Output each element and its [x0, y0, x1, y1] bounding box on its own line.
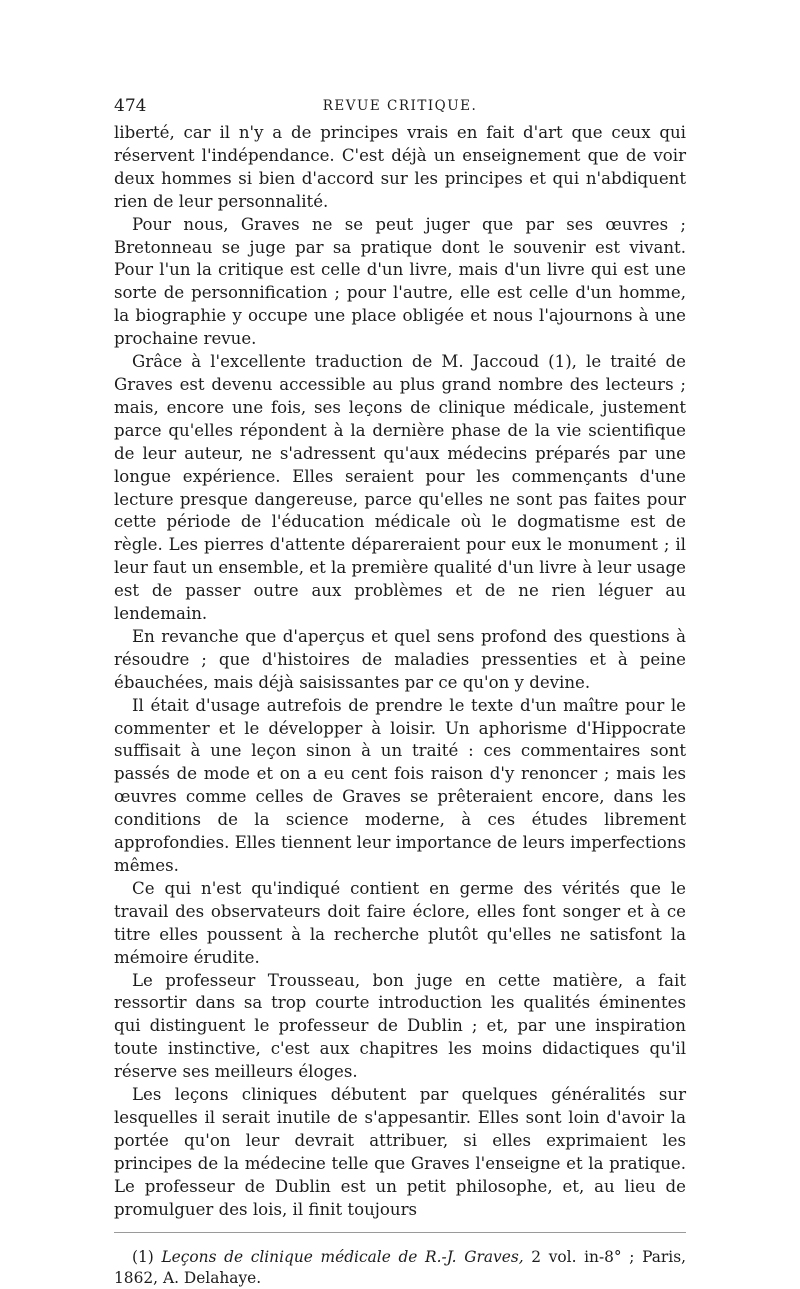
paragraph: Il était d'usage autrefois de prendre le texte d'un maître pour le commenter et le développer à loisir. Un aphorisme d'Hippocrate suffisait à une leçon sinon à un traité : ces commentaires sont passés de mode et on a eu cent fois raison d'y renoncer ; mais les œuvres comme celles de Graves se prêteraient encore, dans les conditions de la science moderne, à ces études librement approfondies. Elles tiennent leur importance de leurs imperfections mêmes. [114, 695, 686, 875]
paragraph: Grâce à l'excellente traduction de M. Jaccoud (1), le traité de Graves est devenu accessible au plus grand nombre des lecteurs ; mais, encore une fois, ses leçons de clinique médicale, justement parce qu'elles répondent à la dernière phase de la vie scientifique de leur auteur, ne s'adressent qu'aux médecins préparés par une longue expérience. Elles seraient pour les commençants d'une lecture presque dangereuse, parce qu'elles ne sont pas faites pour cette période de l'éducation médicale où le dogmatisme est de règle. Les pierres d'attente dépareraient pour eux le monument ; il leur faut un ensemble, et la première qualité d'un livre à leur usage est de passer outre aux problèmes et de ne rien léguer au lendemain. [114, 352, 686, 624]
paragraph: Ce qui n'est qu'indiqué contient en germe des vérités que le travail des observateurs doit faire éclore, elles font songer et à ce titre elles poussent à la recherche plutôt qu'elles ne satisfont la mémoire érudite. [114, 878, 686, 967]
paragraph: En revanche que d'aperçus et quel sens profond des questions à résoudre ; que d'histoires de maladies pressenties et à peine ébauchées, mais déjà saisissantes par ce qu'on y devine. [114, 626, 686, 692]
paragraph-continued: liberté, car il n'y a de principes vrais en fait d'art que ceux qui réservent l'indépendance. C'est déjà un enseignement que de voir deux hommes si bien d'accord sur les principes et qui n'abdiquent rien de leur personnalité. [114, 123, 686, 211]
running-title: REVUE CRITIQUE. [322, 98, 478, 114]
paragraph: Le professeur Trousseau, bon juge en cette matière, a fait ressortir dans sa trop courte introduction les qualités éminentes qui distinguent le professeur de Dublin ; et, par une inspiration toute instinctive, c'est aux chapitres les moins didactiques qu'il réserve ses meilleurs éloges. [114, 970, 686, 1082]
page-number: 474 [114, 96, 147, 116]
footnote [114, 1247, 686, 1289]
running-head [114, 96, 686, 122]
footnote-marker: (1) [132, 1247, 154, 1266]
book-page [114, 96, 686, 1289]
body-text [114, 122, 686, 1222]
paragraph: Les leçons cliniques débutent par quelques généralités sur lesquelles il serait inutile de s'appesantir. Elles sont loin d'avoir la portée qu'on leur devrait attribuer, si elles exprimaient les principes de la médecine telle que Graves l'enseigne et la pratique. Le professeur de Dublin est un petit philosophe, et, au lieu de promulguer des lois, il finit toujours [114, 1085, 686, 1219]
paragraph: Pour nous, Graves ne se peut juger que par ses œuvres ; Bretonneau se juge par sa pratique dont le souvenir est vivant. Pour l'un la critique est celle d'un livre, mais d'un livre qui est une sorte de personnification ; pour l'autre, elle est celle d'un homme, la biographie y occupe une place obligée et nous l'ajournons à une prochaine revue. [114, 214, 686, 349]
footnotes [114, 1247, 686, 1289]
footnote-rule [114, 1232, 686, 1233]
footnote-publication: 2 vol. in-8° ; Paris, 1862, A. Delahaye. [114, 1247, 686, 1287]
footnote-book-title: Leçons de clinique médicale de R.-J. Graves, [161, 1247, 524, 1266]
